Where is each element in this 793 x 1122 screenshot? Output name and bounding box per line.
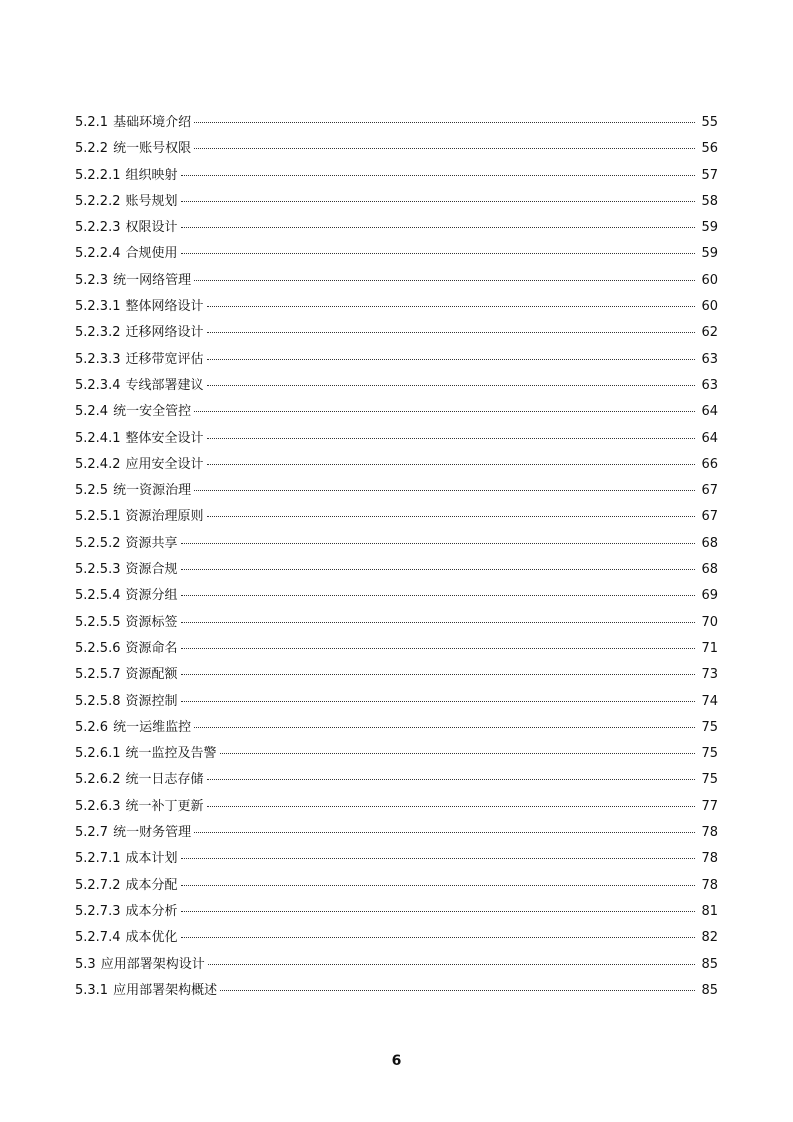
toc-entry[interactable]	[75, 636, 718, 662]
toc-entry[interactable]	[75, 320, 718, 346]
toc-entry[interactable]	[75, 189, 718, 215]
toc-entry-label	[75, 504, 204, 530]
toc-entry-page: 81	[701, 903, 718, 919]
toc-dot-leader	[207, 306, 696, 307]
toc-entry-number: 5.2.3.3	[75, 351, 121, 367]
toc-entry-title: 整体网络设计	[125, 299, 204, 315]
toc-entry-label	[75, 294, 204, 320]
toc-entry-label	[75, 689, 178, 715]
toc-entry-number: 5.3.1	[75, 982, 109, 998]
toc-entry-title: 合规使用	[125, 246, 178, 262]
toc-entry-title: 资源共享	[125, 535, 178, 551]
toc-entry[interactable]	[75, 531, 718, 557]
toc-entry-label	[75, 794, 204, 820]
toc-entry-title: 统一账号权限	[113, 141, 192, 157]
toc-entry-page: 64	[701, 430, 718, 446]
toc-entry-number: 5.2.4.2	[75, 456, 121, 472]
toc-entry-page: 69	[701, 588, 718, 604]
toc-entry-label	[75, 767, 204, 793]
table-of-contents	[75, 110, 718, 1004]
toc-entry-page: 55	[701, 115, 718, 130]
toc-dot-leader	[181, 648, 696, 649]
toc-entry[interactable]	[75, 110, 718, 136]
toc-dot-leader	[194, 148, 695, 149]
toc-entry[interactable]	[75, 978, 718, 1004]
toc-entry-title: 资源治理原则	[125, 509, 204, 525]
toc-entry-label	[75, 636, 178, 662]
toc-entry[interactable]	[75, 715, 718, 741]
toc-entry-title: 应用安全设计	[125, 456, 204, 472]
toc-dot-leader	[207, 806, 696, 807]
toc-entry[interactable]	[75, 268, 718, 294]
toc-entry-number: 5.2.6	[75, 719, 109, 735]
toc-entry[interactable]	[75, 557, 718, 583]
toc-entry-page: 77	[701, 798, 718, 814]
toc-entry-title: 成本计划	[125, 851, 178, 867]
toc-entry-label	[75, 373, 204, 399]
toc-dot-leader	[194, 727, 695, 728]
toc-dot-leader	[194, 280, 695, 281]
toc-entry[interactable]	[75, 689, 718, 715]
toc-entry-number: 5.2.7.2	[75, 877, 121, 893]
toc-entry-page: 64	[701, 404, 718, 420]
toc-dot-leader	[181, 201, 696, 202]
toc-entry[interactable]	[75, 794, 718, 820]
toc-entry-page: 82	[701, 930, 718, 946]
toc-entry-label	[75, 163, 178, 189]
toc-entry-label	[75, 583, 178, 609]
toc-entry-label	[75, 978, 217, 1004]
toc-entry-number: 5.2.5.5	[75, 614, 121, 630]
toc-entry[interactable]	[75, 373, 718, 399]
toc-dot-leader	[181, 569, 696, 570]
toc-entry-title: 统一网络管理	[113, 272, 192, 288]
toc-entry-title: 应用部署架构设计	[100, 956, 205, 972]
toc-entry-page: 85	[701, 956, 718, 972]
toc-entry-number: 5.2.3.1	[75, 299, 121, 315]
toc-entry-number: 5.2.1	[75, 115, 109, 130]
toc-entry-number: 5.2.7.1	[75, 851, 121, 867]
toc-entry-title: 成本分配	[125, 877, 178, 893]
toc-entry-page: 75	[701, 719, 718, 735]
toc-entry-page: 57	[701, 167, 718, 183]
toc-dot-leader	[207, 359, 696, 360]
toc-entry-number: 5.2.2	[75, 141, 109, 157]
toc-dot-leader	[220, 990, 695, 991]
toc-entry-title: 统一监控及告警	[125, 746, 217, 762]
page-number: 6	[391, 1053, 402, 1069]
toc-entry-number: 5.2.2.3	[75, 220, 121, 236]
toc-entry-number: 5.2.2.1	[75, 167, 121, 183]
toc-dot-leader	[181, 674, 696, 675]
toc-entry-label	[75, 610, 178, 636]
toc-entry[interactable]	[75, 741, 718, 767]
toc-entry-number: 5.2.3.2	[75, 325, 121, 341]
toc-entry-page: 74	[701, 693, 718, 709]
toc-entry-title: 资源配额	[125, 667, 178, 683]
toc-entry-page: 67	[701, 483, 718, 499]
toc-entry-number: 5.2.2.2	[75, 193, 121, 209]
toc-entry-label	[75, 426, 204, 452]
toc-entry[interactable]	[75, 294, 718, 320]
toc-entry[interactable]	[75, 399, 718, 425]
toc-dot-leader	[181, 858, 696, 859]
toc-entry-number: 5.2.5.1	[75, 509, 121, 525]
toc-dot-leader	[194, 411, 695, 412]
toc-entry-label	[75, 241, 178, 267]
toc-entry-number: 5.2.7.3	[75, 903, 121, 919]
toc-entry[interactable]	[75, 899, 718, 925]
toc-entry-page: 63	[701, 351, 718, 367]
toc-entry-page: 73	[701, 667, 718, 683]
toc-dot-leader	[207, 332, 696, 333]
toc-entry-number: 5.2.5.2	[75, 535, 121, 551]
toc-entry-page: 68	[701, 562, 718, 578]
toc-entry-page: 60	[701, 299, 718, 315]
toc-entry-number: 5.2.6.2	[75, 772, 121, 788]
toc-entry-title: 统一财务管理	[113, 825, 192, 841]
toc-entry-title: 资源控制	[125, 693, 178, 709]
toc-dot-leader	[181, 253, 696, 254]
toc-dot-leader	[194, 490, 695, 491]
toc-entry-title: 迁移网络设计	[125, 325, 204, 341]
toc-entry-number: 5.2.5	[75, 483, 109, 499]
toc-entry-title: 组织映射	[125, 167, 178, 183]
toc-entry-label	[75, 662, 178, 688]
toc-entry[interactable]	[75, 583, 718, 609]
toc-entry-title: 专线部署建议	[125, 377, 204, 393]
toc-entry-page: 70	[701, 614, 718, 630]
toc-dot-leader	[181, 622, 696, 623]
toc-entry-number: 5.2.5.8	[75, 693, 121, 709]
toc-entry-number: 5.2.5.6	[75, 640, 121, 656]
toc-entry-number: 5.2.7.4	[75, 930, 121, 946]
toc-dot-leader	[208, 964, 695, 965]
toc-entry-number: 5.2.6.1	[75, 746, 121, 762]
toc-entry[interactable]	[75, 767, 718, 793]
toc-entry[interactable]	[75, 662, 718, 688]
toc-entry-label	[75, 215, 178, 241]
toc-entry-title: 基础环境介绍	[113, 115, 192, 130]
toc-entry-label	[75, 478, 191, 504]
toc-entry-page: 66	[701, 456, 718, 472]
toc-dot-leader	[181, 937, 696, 938]
toc-entry-page: 78	[701, 851, 718, 867]
toc-entry-label	[75, 136, 191, 162]
toc-entry-number: 5.2.6.3	[75, 798, 121, 814]
toc-dot-leader	[181, 175, 696, 176]
toc-entry-label	[75, 820, 191, 846]
toc-entry-label	[75, 531, 178, 557]
toc-entry-page: 60	[701, 272, 718, 288]
toc-dot-leader	[194, 832, 695, 833]
toc-entry-label	[75, 347, 204, 373]
toc-entry[interactable]	[75, 820, 718, 846]
toc-entry-page: 85	[701, 982, 718, 998]
toc-entry-number: 5.2.5.7	[75, 667, 121, 683]
toc-entry-title: 权限设计	[125, 220, 178, 236]
toc-entry-title: 资源命名	[125, 640, 178, 656]
toc-entry[interactable]	[75, 952, 718, 978]
toc-entry-title: 整体安全设计	[125, 430, 204, 446]
toc-entry[interactable]	[75, 136, 718, 162]
toc-entry-label	[75, 715, 191, 741]
toc-entry[interactable]	[75, 241, 718, 267]
toc-entry-label	[75, 268, 191, 294]
toc-entry-number: 5.2.3.4	[75, 377, 121, 393]
toc-entry[interactable]	[75, 215, 718, 241]
toc-entry-number: 5.2.2.4	[75, 246, 121, 262]
toc-entry-label	[75, 846, 178, 872]
toc-entry-page: 78	[701, 825, 718, 841]
toc-entry-page: 68	[701, 535, 718, 551]
toc-entry-page: 59	[701, 220, 718, 236]
toc-entry-title: 统一日志存储	[125, 772, 204, 788]
toc-dot-leader	[207, 516, 696, 517]
toc-dot-leader	[181, 595, 696, 596]
toc-dot-leader	[181, 701, 696, 702]
toc-entry-title: 统一补丁更新	[125, 798, 204, 814]
toc-entry[interactable]	[75, 846, 718, 872]
toc-entry-page: 75	[701, 746, 718, 762]
toc-entry-title: 统一运维监控	[113, 719, 192, 735]
toc-dot-leader	[194, 122, 695, 123]
toc-entry-label	[75, 320, 204, 346]
toc-dot-leader	[181, 911, 696, 912]
toc-entry-page: 71	[701, 640, 718, 656]
toc-entry-label	[75, 925, 178, 951]
toc-entry[interactable]	[75, 504, 718, 530]
toc-entry[interactable]	[75, 347, 718, 373]
toc-entry-label	[75, 452, 204, 478]
toc-entry-label	[75, 899, 178, 925]
toc-entry-page: 67	[701, 509, 718, 525]
toc-entry-title: 成本优化	[125, 930, 178, 946]
toc-entry-page: 62	[701, 325, 718, 341]
toc-entry-number: 5.2.7	[75, 825, 109, 841]
toc-dot-leader	[220, 753, 696, 754]
toc-entry[interactable]	[75, 426, 718, 452]
toc-entry-title: 资源标签	[125, 614, 178, 630]
toc-entry-label	[75, 952, 205, 978]
toc-entry-page: 78	[701, 877, 718, 893]
toc-dot-leader	[207, 385, 696, 386]
toc-entry-title: 资源分组	[125, 588, 178, 604]
toc-dot-leader	[207, 779, 696, 780]
toc-entry-title: 成本分析	[125, 903, 178, 919]
toc-dot-leader	[181, 543, 696, 544]
toc-entry[interactable]	[75, 925, 718, 951]
toc-entry-number: 5.2.3	[75, 272, 109, 288]
toc-entry-title: 迁移带宽评估	[125, 351, 204, 367]
toc-entry-page: 56	[701, 141, 718, 157]
toc-entry-label	[75, 557, 178, 583]
toc-entry-label	[75, 399, 191, 425]
toc-entry-label	[75, 873, 178, 899]
toc-entry-title: 资源合规	[125, 562, 178, 578]
toc-dot-leader	[181, 227, 696, 228]
toc-entry[interactable]	[75, 873, 718, 899]
toc-entry-number: 5.3	[75, 956, 96, 972]
toc-dot-leader	[181, 885, 696, 886]
toc-entry[interactable]	[75, 163, 718, 189]
toc-entry[interactable]	[75, 478, 718, 504]
toc-entry-title: 统一资源治理	[113, 483, 192, 499]
toc-entry-number: 5.2.5.4	[75, 588, 121, 604]
toc-dot-leader	[207, 438, 696, 439]
toc-entry-label	[75, 189, 178, 215]
toc-entry-label	[75, 741, 217, 767]
toc-entry-title: 应用部署架构概述	[113, 982, 218, 998]
toc-entry-number: 5.2.5.3	[75, 562, 121, 578]
toc-entry-title: 账号规划	[125, 193, 178, 209]
toc-entry-number: 5.2.4.1	[75, 430, 121, 446]
toc-entry[interactable]	[75, 610, 718, 636]
toc-entry-title: 统一安全管控	[113, 404, 192, 420]
toc-entry-page: 58	[701, 193, 718, 209]
toc-entry-number: 5.2.4	[75, 404, 109, 420]
toc-entry-page: 75	[701, 772, 718, 788]
toc-dot-leader	[207, 464, 696, 465]
toc-entry-label	[75, 110, 191, 136]
toc-entry-page: 63	[701, 377, 718, 393]
toc-entry-page: 59	[701, 246, 718, 262]
toc-entry[interactable]	[75, 452, 718, 478]
